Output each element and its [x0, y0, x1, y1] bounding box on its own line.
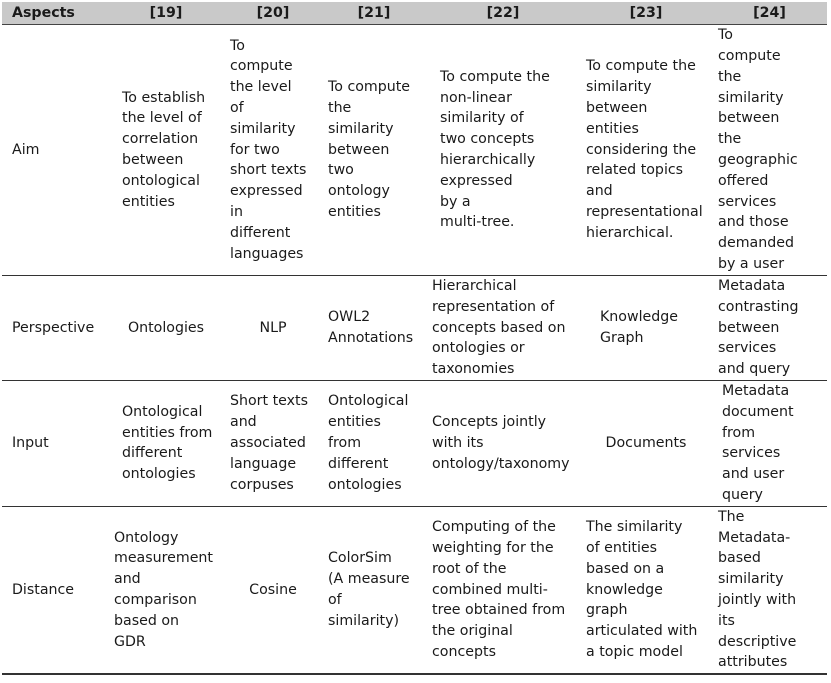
header-aspects: Aspects [2, 2, 108, 25]
cell-input-24: Metadata document from services and user query [712, 380, 827, 506]
cell-input-21: Ontological entities from different ontologies [322, 380, 426, 506]
header-ref-19: [19] [108, 2, 224, 25]
header-row [2, 2, 827, 25]
cell-input-19: Ontological entities from different ontologies [108, 380, 224, 506]
row-distance [2, 506, 827, 674]
header-ref-21: [21] [322, 2, 426, 25]
cell-distance-20: Cosine [224, 506, 322, 674]
row-perspective [2, 276, 827, 381]
cell-perspective-20: NLP [224, 276, 322, 381]
header-ref-24: [24] [712, 2, 827, 25]
aspect-label: Aim [2, 25, 108, 276]
cell-input-23: Documents [580, 380, 712, 506]
cell-input-22: Concepts jointly with its ontology/taxonomy [426, 380, 580, 506]
aspect-label: Input [2, 380, 108, 506]
cell-perspective-22: Hierarchical representation of concepts based on ontologies or taxonomies [426, 276, 580, 381]
header-ref-20: [20] [224, 2, 322, 25]
cell-distance-22: Computing of the weighting for the root of the combined multi- tree obtained from the original concepts [426, 506, 580, 674]
cell-aim-22: To compute the non-linear similarity of two concepts hierarchically expressed by a multi-tree. [426, 25, 580, 276]
header-ref-22: [22] [426, 2, 580, 25]
cell-perspective-23: Knowledge Graph [580, 276, 712, 381]
cell-perspective-19: Ontologies [108, 276, 224, 381]
row-aim [2, 25, 827, 276]
cell-distance-24: The Metadata- based similarity jointly with its descriptive attributes [712, 506, 827, 674]
comparison-table [2, 2, 827, 675]
cell-perspective-21: OWL2 Annotations [322, 276, 426, 381]
cell-distance-21: ColorSim (A measure of similarity) [322, 506, 426, 674]
aspect-label: Distance [2, 506, 108, 674]
aspect-label: Perspective [2, 276, 108, 381]
cell-distance-19: Ontology measurement and comparison based on GDR [108, 506, 224, 674]
cell-aim-23: To compute the similarity between entities considering the related topics and representational hierarchical. [580, 25, 712, 276]
cell-input-20: Short texts and associated language corpuses [224, 380, 322, 506]
cell-aim-21: To compute the similarity between two ontology entities [322, 25, 426, 276]
row-input [2, 380, 827, 506]
cell-aim-19: To establish the level of correlation between ontological entities [108, 25, 224, 276]
cell-perspective-24: Metadata contrasting between services and query [712, 276, 827, 381]
cell-aim-20: To compute the level of similarity for two short texts expressed in different languages [224, 25, 322, 276]
cell-aim-24: To compute the similarity between the geographic offered services and those demanded by a user [712, 25, 827, 276]
header-ref-23: [23] [580, 2, 712, 25]
cell-distance-23: The similarity of entities based on a knowledge graph articulated with a topic model [580, 506, 712, 674]
